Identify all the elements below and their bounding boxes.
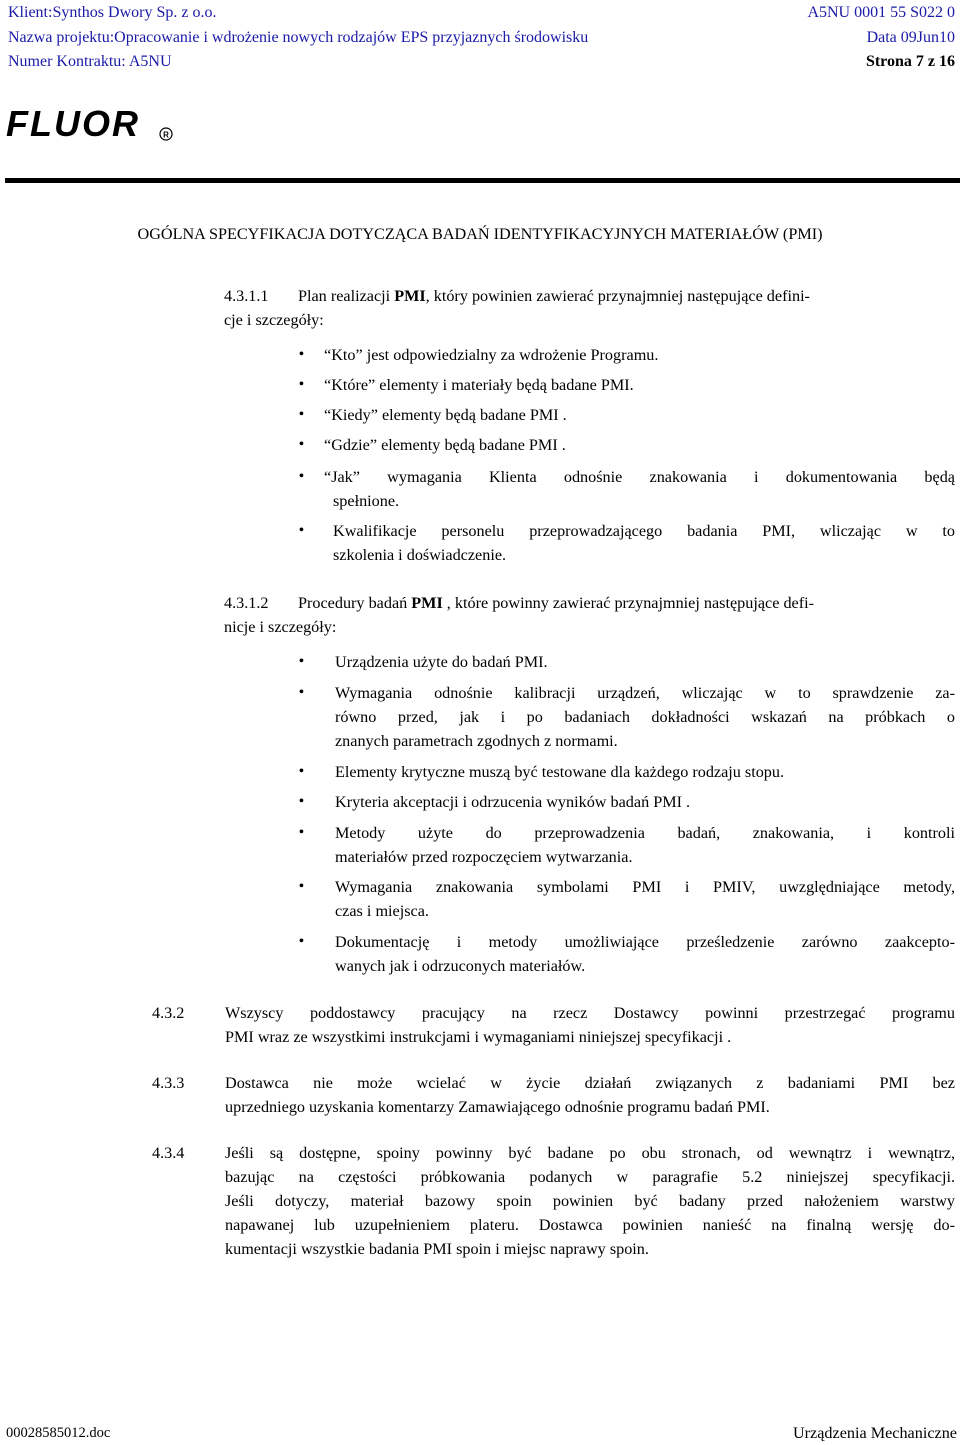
section-number: 4.3.4 (152, 1144, 185, 1162)
list-item: “Które” elementy i materiały będą badane PMI. (324, 376, 634, 394)
bullet-icon: • (299, 347, 304, 362)
client-name: Klient:Synthos Dwory Sp. z o.o. (8, 4, 217, 21)
list-item: Metody użyte do przeprowadzenia badań, znakowania, i kontroli materiałów przed rozpoczęciem wytwarzania. (335, 824, 955, 866)
section-number: 4.3.3 (152, 1074, 185, 1092)
section-4-3-4-text: Jeśli są dostępne, spoiny powinny być badane po obu stronach, od wewnątrz i wewnątrz, bazując na częstości próbkowania podanych w paragrafie 5.2 niniejszej specyfikacji. Jeśli dotyczy, materiał bazowy spoin powinien być badany przed nałożeniem warstwy napawanej lub uzupełnieniem plateru. Dostawca powinien nanieść na finalną wersję do- kumentacji wszystkie badania PMI spoin i miejsc naprawy spoin. (225, 1144, 955, 1258)
list-item: Kryteria akceptacji i odrzucenia wyników badań PMI . (335, 793, 691, 811)
list-item: Urządzenia użyte do badań PMI. (335, 653, 548, 671)
document-title: OGÓLNA SPECYFIKACJA DOTYCZĄCA BADAŃ IDENTYFIKACYJNYCH MATERIAŁÓW (PMI) (137, 225, 823, 243)
svg-text:R: R (163, 130, 169, 140)
list-item: “Jak” wymagania Klienta odnośnie znakowania i dokumentowania będą spełnione. (324, 468, 955, 510)
contract-number: Numer Kontraktu: A5NU (8, 53, 172, 70)
section-number: 4.3.1.1 (224, 287, 269, 305)
list-item: “Kto” jest odpowiedzialny za wdrożenie Programu. (324, 346, 659, 364)
footer-section: Urządzenia Mechaniczne (792, 1424, 957, 1442)
footer-filename: 00028585012.doc (6, 1425, 111, 1441)
fluor-logo (6, 104, 176, 144)
section-4-3-1-2-line-1: Procedury badań PMI , które powinny zawierać przynajmniej następujące defi- (298, 594, 815, 612)
bullet-icon: • (299, 469, 304, 484)
bullet-icon: • (299, 934, 304, 949)
bullet-icon: • (299, 654, 304, 669)
bullet-icon: • (299, 764, 304, 779)
list-item: Elementy krytyczne muszą być testowane dla każdego rodzaju stopu. (335, 763, 785, 781)
list-item: “Kiedy” elementy będą badane PMI . (324, 406, 567, 424)
logo-wordmark: FLUOR (6, 104, 140, 144)
bullet-icon: • (299, 825, 304, 840)
project-name: Nazwa projektu:Opracowanie i wdrożenie nowych rodzajów EPS przyjaznych środowisku (8, 29, 589, 46)
list-item: Kwalifikacje personelu przeprowadzającego badania PMI, wliczając w to szkolenia i doświadczenie. (333, 522, 955, 564)
bullet-icon: • (299, 523, 304, 538)
section-number: 4.3.1.2 (224, 594, 269, 612)
bullet-icon: • (299, 879, 304, 894)
section-4-3-2-text: Wszyscy poddostawcy pracujący na rzecz Dostawcy powinni przestrzegać programu PMI wraz ze wszystkimi instrukcjami i wymaganiami niniejszej specyfikacji . (225, 1004, 955, 1046)
section-4-3-3-text: Dostawca nie może wcielać w życie działań związanych z badaniami PMI bez uprzedniego uzyskania komentarzy Zamawiającego odnośnie programu badań PMI. (225, 1074, 955, 1116)
section-4-3-1-1-line-2: cje i szczegóły: (224, 311, 324, 329)
list-item: Dokumentację i metody umożliwiające prześledzenie zarówno zaakcepto- wanych jak i odrzuconych materiałów. (335, 933, 955, 975)
section-number: 4.3.2 (152, 1004, 185, 1022)
doc-date: Data 09Jun10 (866, 29, 955, 46)
bullet-icon: • (299, 794, 304, 809)
section-4-3-1-1-line-1: Plan realizacji PMI, który powinien zawierać przynajmniej następujące defini- (298, 287, 810, 305)
doc-code: A5NU 0001 55 S022 0 (807, 4, 955, 21)
bullet-icon: • (299, 407, 304, 422)
header-divider (5, 178, 960, 183)
list-item: “Gdzie” elementy będą badane PMI . (324, 436, 566, 454)
bullet-icon: • (299, 377, 304, 392)
bullet-icon: • (299, 685, 304, 700)
section-4-3-1-2-line-2: nicje i szczegóły: (224, 618, 337, 636)
list-item: Wymagania znakowania symbolami PMI i PMIV, uwzględniające metody, czas i miejsca. (335, 878, 955, 920)
page-number: Strona 7 z 16 (865, 53, 955, 70)
list-item: Wymagania odnośnie kalibracji urządzeń, wliczając w to sprawdzenie za- równo przed, jak i po badaniach dokładności wskazań na próbkach o znanych parametrach zgodnych z normami. (335, 684, 955, 750)
bullet-icon: • (299, 437, 304, 452)
